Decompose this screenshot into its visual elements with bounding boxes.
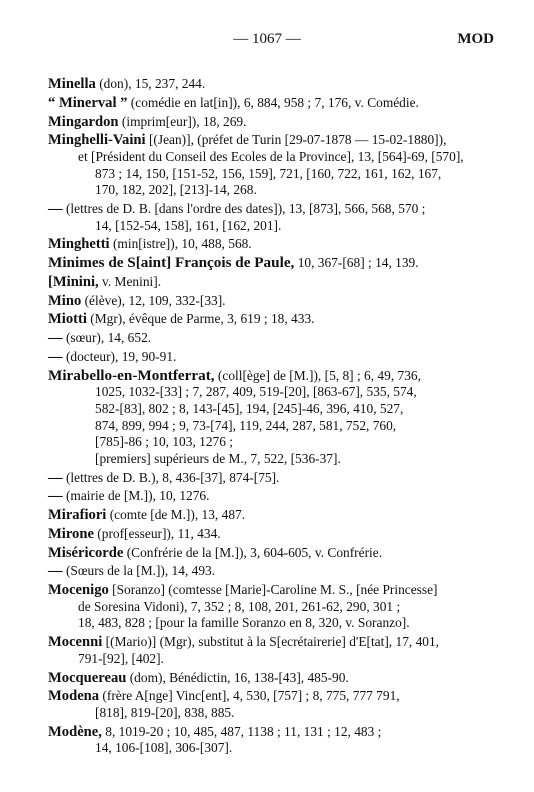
entry-line — [48, 470, 500, 487]
entry-headword: — — [48, 348, 63, 365]
entry-text: [(Jean)], (préfet de Turin [29-07-1878 — 15-02-1880]), — [145, 132, 447, 148]
entry-headword: Mino — [48, 292, 82, 309]
index-entry — [48, 526, 500, 543]
entry-text: (lettres de D. B. [dans l'ordre des dates]), 13, [873], 566, 568, 570 ; — [62, 200, 426, 216]
index-entry — [48, 255, 500, 272]
entry-line — [48, 401, 500, 418]
entry-headword: Mingardon — [48, 113, 119, 130]
entry-line — [48, 418, 500, 435]
entry-text: 18, 483, 828 ; [pour la famille Soranzo en 8, 320, v. Soranzo]. — [78, 615, 410, 631]
index-entry — [48, 114, 500, 131]
entry-line — [48, 488, 500, 505]
entry-headword: — — [48, 488, 63, 505]
entry-line — [48, 563, 500, 580]
entry-headword: — — [48, 563, 63, 580]
entry-text: (docteur), 19, 90-91. — [62, 348, 177, 364]
index-entry — [48, 349, 500, 366]
entry-line — [48, 149, 500, 166]
entry-line — [48, 582, 500, 599]
index-entry — [48, 95, 500, 112]
entry-text: 873 ; 14, 150, [151-52, 156, 159], 721, [160, 722, 161, 162, 167, — [95, 165, 442, 181]
entry-text: (sœur), 14, 652. — [62, 330, 152, 346]
entry-line — [48, 166, 500, 183]
entry-headword: — — [48, 330, 63, 347]
entry-headword: Miséricorde — [48, 544, 124, 561]
index-entry — [48, 634, 500, 667]
entry-line — [48, 349, 500, 366]
entry-text: (Mgr), évêque de Parme, 3, 619 ; 18, 433. — [86, 311, 315, 327]
index-entry — [48, 688, 500, 721]
entry-headword: “ Minerval ” — [48, 94, 128, 111]
entry-text: et [Président du Conseil des Ecoles de la Province], 13, [564]-69, [570], — [78, 148, 464, 164]
entry-text: [818], 819-[20], 838, 885. — [95, 704, 235, 720]
entry-text: (prof[esseur]), 11, 434. — [93, 525, 221, 541]
entry-text: (coll[ège] de [M.]), [5, 8] ; 6, 49, 736, — [214, 367, 421, 383]
entry-line — [48, 76, 500, 93]
entry-line — [48, 688, 500, 705]
entry-headword: — — [48, 469, 63, 486]
entry-line — [48, 114, 500, 131]
entry-headword: Minghelli-Vaini — [48, 132, 146, 149]
index-entry — [48, 132, 500, 198]
index-entry — [48, 507, 500, 524]
entry-text: (Sœurs de la [M.]), 14, 493. — [62, 563, 216, 579]
index-entry — [48, 368, 500, 468]
entry-text: [premiers] supérieurs de M., 7, 522, [536-37]. — [95, 450, 341, 466]
index-entry — [48, 488, 500, 505]
entry-line — [48, 201, 500, 218]
entry-headword: Modène, — [48, 723, 102, 740]
entry-line — [48, 182, 500, 199]
index-entry — [48, 563, 500, 580]
entry-line — [48, 384, 500, 401]
entry-text: 874, 899, 994 ; 9, 73-[74], 119, 244, 287, 581, 752, 760, — [95, 417, 397, 433]
entry-line — [48, 274, 500, 291]
entry-line — [48, 95, 500, 112]
entry-text: [785]-86 ; 10, 103, 1276 ; — [95, 434, 233, 450]
index-entry — [48, 670, 500, 687]
entry-text: v. Menini]. — [98, 273, 162, 289]
entry-headword: Mirabello-en-Montferrat, — [48, 366, 215, 384]
index-entry — [48, 724, 500, 757]
entry-headword: Mocquereau — [48, 669, 127, 686]
entry-text: (comédie en lat[in]), 6, 884, 958 ; 7, 176, v. Comédie. — [127, 94, 419, 110]
entry-headword: Minghetti — [48, 236, 110, 253]
entry-line — [48, 740, 500, 757]
entry-headword: Mocenni — [48, 634, 103, 651]
entry-line — [48, 236, 500, 253]
entry-line — [48, 599, 500, 616]
entry-line — [48, 132, 500, 149]
entry-text: de Soresina Vidoni), 7, 352 ; 8, 108, 201, 261-62, 290, 301 ; — [78, 598, 401, 614]
entry-text: (lettres de D. B.), 8, 436-[37], 874-[75]. — [62, 469, 280, 485]
entry-text: (imprim[eur]), 18, 269. — [118, 113, 247, 129]
entry-line — [48, 545, 500, 562]
index-entry — [48, 293, 500, 310]
index-entry — [48, 274, 500, 291]
entry-line — [48, 311, 500, 328]
entry-line — [48, 293, 500, 310]
entry-line — [48, 724, 500, 741]
entry-line — [48, 705, 500, 722]
entry-headword: — — [48, 200, 63, 217]
entry-line — [48, 634, 500, 651]
entry-text: [Soranzo] (comtesse [Marie]-Caroline M. S., [née Princesse] — [108, 582, 438, 598]
entry-line — [48, 615, 500, 632]
entry-line — [48, 670, 500, 687]
entry-text: 791-[92], [402]. — [78, 650, 164, 666]
entry-headword: Mirone — [48, 525, 94, 542]
entry-text: (mairie de [M.]), 10, 1276. — [62, 488, 210, 504]
entry-text: [(Mario)] (Mgr), substitut à la S[ecrétairerie] d'E[tat], 17, 401, — [102, 634, 440, 650]
index-entry — [48, 470, 500, 487]
entry-line — [48, 218, 500, 235]
index-entry — [48, 311, 500, 328]
entry-line — [48, 330, 500, 347]
entry-text: (min[istre]), 10, 488, 568. — [109, 236, 252, 252]
entry-text: (dom), Bénédictin, 16, 138-[43], 485-90. — [126, 669, 349, 685]
index-entry — [48, 236, 500, 253]
entry-text: 8, 1019-20 ; 10, 485, 487, 1138 ; 11, 131 ; 12, 483 ; — [101, 723, 382, 739]
entry-headword: [Minini, — [48, 273, 99, 290]
entry-text: 582-[83], 802 ; 8, 143-[45], 194, [245]-46, 396, 410, 527, — [95, 400, 404, 416]
entry-line — [48, 368, 500, 385]
entry-text: 10, 367-[68] ; 14, 139. — [294, 255, 419, 271]
entry-text: 170, 182, 202], [213]-14, 268. — [95, 182, 257, 198]
entry-text: (Confrérie de la [M.]), 3, 604-605, v. Confrérie. — [123, 544, 383, 560]
entry-text: (élève), 12, 109, 332-[33]. — [81, 292, 226, 308]
entry-headword: Minella — [48, 76, 96, 92]
section-heading: MOD — [457, 31, 494, 47]
index-entries — [48, 76, 500, 759]
entry-headword: Minimes de S[aint] François de Paule, — [48, 254, 295, 272]
entry-text: 14, [152-54, 158], 161, [162, 201]. — [95, 217, 282, 233]
entry-line — [48, 526, 500, 543]
index-entry — [48, 76, 500, 93]
index-entry — [48, 201, 500, 234]
entry-headword: Miotti — [48, 311, 87, 328]
entry-text: (frère A[nge] Vinc[ent], 4, 530, [757] ; 8, 775, 777 791, — [99, 688, 400, 704]
entry-headword: Mocenigo — [48, 582, 109, 599]
entry-line — [48, 651, 500, 668]
index-entry — [48, 545, 500, 562]
entry-text: 14, 106-[108], 306-[307]. — [95, 740, 233, 756]
entry-text: (comte [de M.]), 13, 487. — [106, 507, 246, 523]
entry-headword: Modena — [48, 688, 100, 705]
entry-text: 1025, 1032-[33] ; 7, 287, 409, 519-[20], [863-67], 535, 574, — [95, 384, 417, 400]
index-entry — [48, 582, 500, 632]
index-entry — [48, 330, 500, 347]
entry-line — [48, 255, 500, 272]
entry-line — [48, 434, 500, 451]
entry-headword: Mirafiori — [48, 507, 107, 524]
entry-line — [48, 507, 500, 524]
entry-text: (don), 15, 237, 244. — [95, 76, 206, 91]
entry-line — [48, 451, 500, 468]
page-number: — 1067 — — [233, 31, 301, 47]
